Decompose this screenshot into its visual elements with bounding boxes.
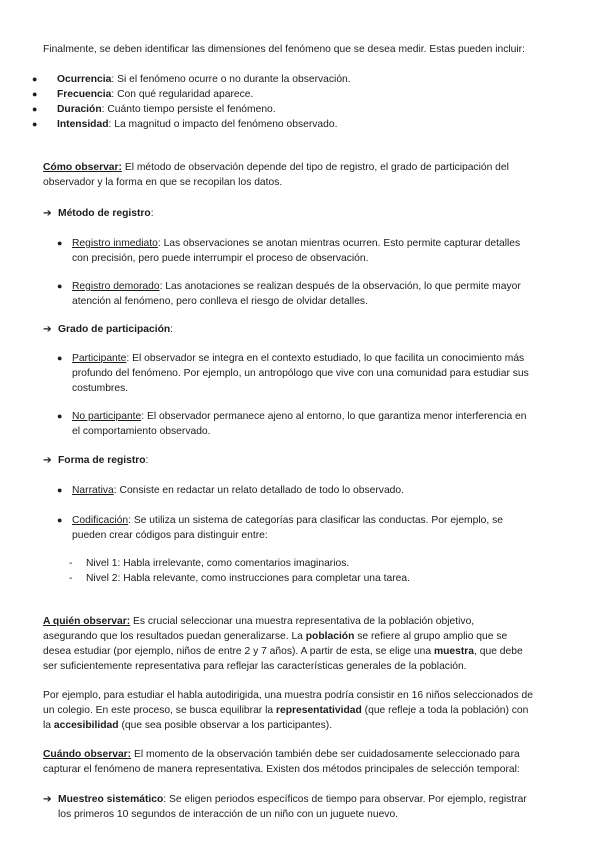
bullet-icon: ● — [57, 281, 63, 291]
list-item: Narrativa: Consiste en redactar un relato detallado de todo lo observado. — [72, 485, 404, 496]
list-item: Duración: Cuánto tiempo persiste el fenómeno. — [57, 104, 276, 115]
level-item: Nivel 2: Habla relevante, como instrucciones para completar una tarea. — [86, 573, 410, 584]
quien-line2: asegurando que los resultados puedan generalizarse. La población se refiere al grupo amplio que se — [43, 631, 508, 642]
cuando-paragraph: Cuándo observar: El momento de la observación también debe ser cuidadosamente seleccionado para — [43, 749, 520, 760]
intro-text: Finalmente, se deben identificar las dimensiones del fenómeno que se desea medir. Estas pueden incluir: — [43, 44, 525, 55]
cuando-title: Cuándo observar: — [43, 749, 132, 760]
list-item-cont: con precisión, pero puede interrumpir el proceso de observación. — [72, 253, 369, 264]
arrow-icon: ➔ — [43, 324, 52, 335]
bullet-icon: ● — [32, 74, 38, 84]
list-item: Ocurrencia: Si el fenómeno ocurre o no durante la observación. — [57, 74, 351, 85]
quien-line4: ser suficientemente representativa para reflejar las características generales de la población. — [43, 661, 467, 672]
bullet-icon: ● — [32, 104, 38, 114]
list-item: Registro demorado: Las anotaciones se realizan después de la observación, lo que permite mayor — [72, 281, 521, 292]
bullet-icon: ● — [57, 411, 63, 421]
quien-line3: desea estudiar (por ejemplo, niños de entre 2 y 7 años). A partir de esta, se elige una muestra, que debe — [43, 646, 523, 657]
bullet-icon: ● — [32, 119, 38, 129]
quien-paragraph: A quién observar: Es crucial seleccionar una muestra representativa de la población objetivo, — [43, 616, 475, 627]
arrow-icon: ➔ — [43, 794, 52, 805]
ejemplo-line3: la accesibilidad (que sea posible observar a los participantes). — [43, 720, 333, 731]
muestreo-line2: los primeros 10 segundos de interacción de un niño con un juguete nuevo. — [58, 809, 399, 820]
como-observar-paragraph: Cómo observar: El método de observación depende del tipo de registro, el grado de participación del — [43, 162, 509, 173]
ejemplo-line2: un colegio. En este proceso, se busca equilibrar la representatividad (que refleje a toda la población) con — [43, 705, 529, 716]
muestreo-item: Muestreo sistemático: Se eligen periodos específicos de tiempo para observar. Por ejemplo, registrar — [58, 794, 527, 805]
list-item: Frecuencia: Con qué regularidad aparece. — [57, 89, 254, 100]
list-item-cont: costumbres. — [72, 383, 129, 394]
bullet-icon: ● — [57, 515, 63, 525]
como-observar-line2: observador y la forma en que se recopilan los datos. — [43, 177, 283, 188]
cuando-line2: capturar el fenómeno de manera representativa. Existen dos métodos principales de selección temporal: — [43, 764, 520, 775]
como-observar-title: Cómo observar: — [43, 162, 122, 173]
list-item-cont: pueden crear códigos para distinguir entre: — [72, 530, 268, 541]
list-item: No participante: El observador permanece ajeno al entorno, lo que garantiza menor interferencia en — [72, 411, 527, 422]
list-item-cont: profundo del fenómeno. Por ejemplo, un antropólogo que vive con una comunidad para estudiar sus — [72, 368, 529, 379]
list-item: Intensidad: La magnitud o impacto del fenómeno observado. — [57, 119, 338, 130]
metodo-heading: Método de registro: — [58, 208, 154, 219]
bullet-icon: ● — [57, 238, 63, 248]
dash-icon: - — [69, 573, 73, 584]
grado-heading: Grado de participación: — [58, 324, 174, 335]
list-item-cont: el comportamiento observado. — [72, 426, 211, 437]
bullet-icon: ● — [32, 89, 38, 99]
arrow-icon: ➔ — [43, 455, 52, 466]
bullet-icon: ● — [57, 353, 63, 363]
list-item: Registro inmediato: Las observaciones se anotan mientras ocurren. Esto permite capturar detalles — [72, 238, 521, 249]
dash-icon: - — [69, 558, 73, 569]
arrow-icon: ➔ — [43, 208, 52, 219]
quien-title: A quién observar: — [43, 616, 131, 627]
bullet-icon: ● — [57, 485, 63, 495]
list-item-cont: atención al fenómeno, pero conlleva el riesgo de olvidar detalles. — [72, 296, 368, 307]
list-item: Participante: El observador se integra en el contexto estudiado, lo que facilita un conocimiento más — [72, 353, 525, 364]
level-item: Nivel 1: Habla irrelevante, como comentarios imaginarios. — [86, 558, 350, 569]
list-item: Codificación: Se utiliza un sistema de categorías para clasificar las conductas. Por ejemplo, se — [72, 515, 503, 526]
ejemplo-line1: Por ejemplo, para estudiar el habla autodirigida, una muestra podría consistir en 16 niños seleccionados de — [43, 690, 533, 701]
forma-heading: Forma de registro: — [58, 455, 149, 466]
